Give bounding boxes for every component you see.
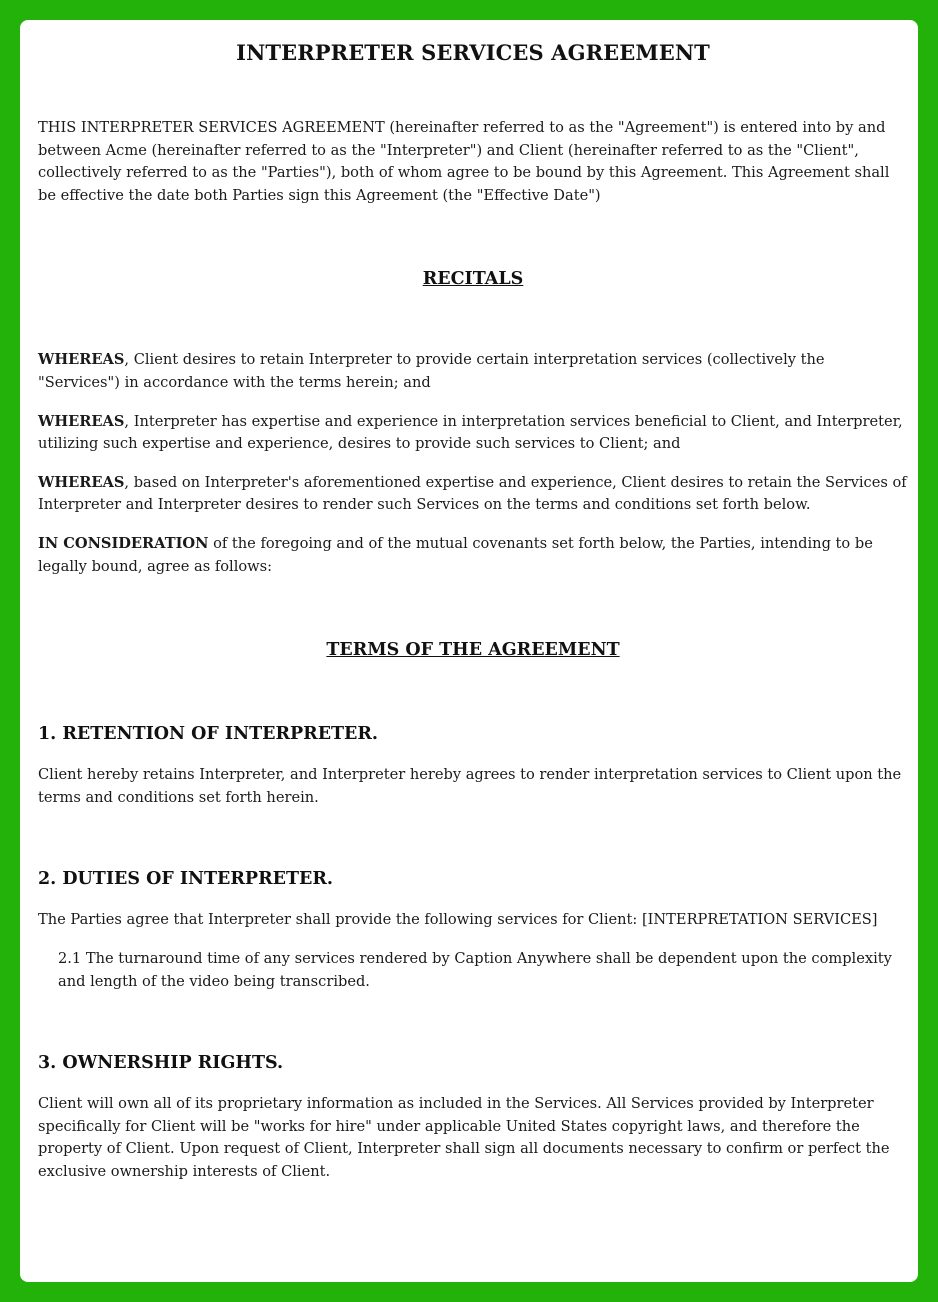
recital-text: , Client desires to retain Interpreter to provide certain interpretation services (collectively the "Services") in accordance with the terms herein; and (38, 351, 825, 391)
section-1-body: Client hereby retains Interpreter, and Interpreter hereby agrees to render interpretation services to Client upon the terms and conditions set forth herein. (38, 766, 902, 806)
terms-heading: TERMS OF THE AGREEMENT (326, 640, 620, 661)
consideration-paragraph (38, 533, 908, 578)
recital-paragraph (38, 472, 908, 517)
recital-text: , based on Interpreter's aforementioned expertise and experience, Client desires to retain the Services of Interpreter and Interpreter desires to render such Services on the terms and conditions set forth below. (38, 473, 907, 514)
section-2-body: The Parties agree that Interpreter shall provide the following services for Client: [INTERPRETATION SERVICES] (38, 911, 878, 929)
recital-paragraph (38, 411, 908, 456)
intro-paragraph: THIS INTERPRETER SERVICES AGREEMENT (hereinafter referred to as the "Agreement") is entered into by and between Acme (hereinafter referred to as the "Interpreter") and Client (hereinafter referred to as the "Client", collectively referred to as the "Parties"), both of whom agree to be bound by this Agreement. This Agreement shall be effective the date both Parties sign this Agreement (the "Effective Date") (38, 119, 890, 204)
recital-text: , Interpreter has expertise and experience in interpretation services beneficial to Client, and Interpreter, utilizing such expertise and experience, desires to provide such services to Client; and (38, 412, 903, 453)
document-title: INTERPRETER SERVICES AGREEMENT (236, 40, 710, 65)
section-3-heading: 3. OWNERSHIP RIGHTS. (38, 1053, 284, 1074)
section-3-body: Client will own all of its proprietary information as included in the Services. All Services provided by Interpreter specifically for Client will be "works for hire" under applicable United States copyright laws, and therefore the property of Client. Upon request of Client, Interpreter shall sign all documents necessary to confirm or perfect the exclusive ownership interests of Client. (38, 1095, 890, 1180)
consideration-lead: IN CONSIDERATION (38, 534, 209, 552)
section-2-1-subclause: 2.1 The turnaround time of any services rendered by Caption Anywhere shall be dependent upon the complexity and length of the video being transcribed. (58, 949, 892, 990)
document-page (20, 20, 918, 1282)
recital-lead: WHEREAS (38, 412, 125, 430)
recital-lead: WHEREAS (38, 473, 125, 491)
recital-lead: WHEREAS (38, 351, 125, 369)
consideration-text: of the foregoing and of the mutual covenants set forth below, the Parties, intending to be legally bound, agree as follows: (38, 534, 873, 575)
recitals-heading: RECITALS (422, 269, 524, 290)
recitals-list (38, 349, 908, 578)
recital-paragraph (38, 349, 908, 394)
section-1-heading: 1. RETENTION OF INTERPRETER. (38, 724, 379, 745)
section-2-heading: 2. DUTIES OF INTERPRETER. (38, 869, 333, 890)
